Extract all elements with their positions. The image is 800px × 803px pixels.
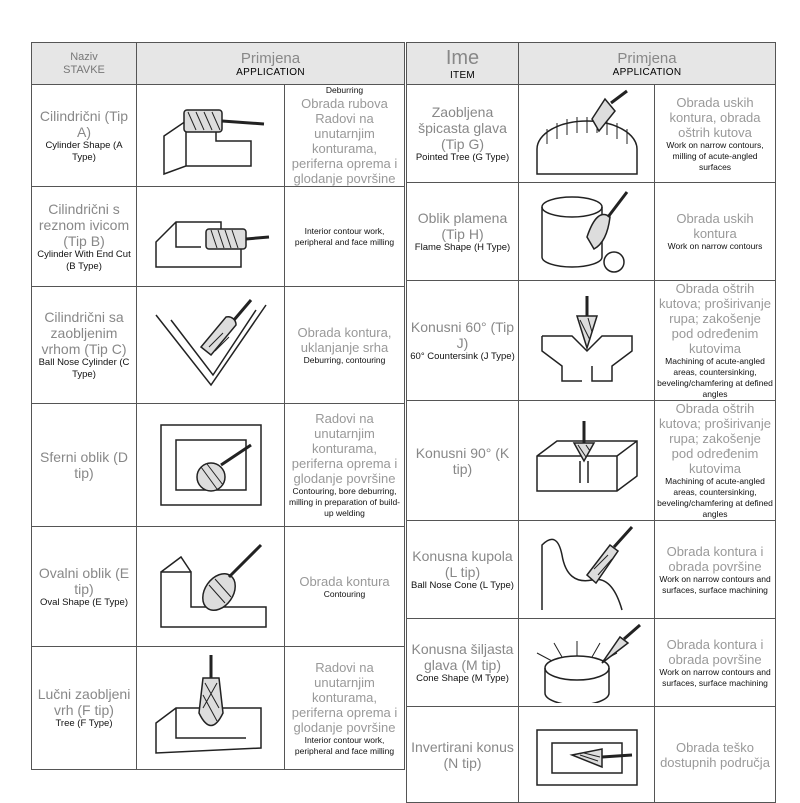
application-cell [285,647,405,770]
countersink-90-icon [532,421,642,501]
table-row [32,527,405,647]
item-name-en: Oval Shape (E Type) [39,596,128,608]
app-en: Work on narrow contours [667,241,763,251]
table-row [32,187,405,287]
app-en: Contouring, bore deburring, milling in preparation of build-up welding [288,486,401,518]
header-name-local: Naziv [70,50,98,63]
app-local: Radovi na unutarnjim konturama, periferna oprema i glodanje površine [291,659,398,735]
table-row [407,521,776,619]
illustration-cell [519,521,655,619]
app-local: Obrada kontura [299,573,390,589]
illustration-cell [519,85,655,183]
inverted-cone-icon [532,715,642,795]
illustration-cell [137,85,285,187]
app-local: Obrada rubova Radovi na unutarnjim konturama, periferna oprema i glodanje površine [291,96,398,186]
ball-nose-cylinder-icon [151,295,271,395]
application-cell [285,187,405,287]
app-local: Radovi na unutarnjim konturama, periferna oprema i glodanje površine [291,411,398,486]
item-name-cell [32,404,137,527]
header-app-local: Primjena [617,49,677,67]
pointed-tree-burr-icon [527,89,647,179]
application-header [137,43,405,85]
header-name-local: Ime [445,46,480,69]
application-cell [285,85,405,187]
item-name-local: Sferni oblik (D tip) [40,449,128,481]
app-en: Machining of acute-angled areas, countersinking, beveling/chamfering at defined angles [657,356,773,399]
illustration-cell [137,287,285,404]
item-name-en: Cylinder Shape (A Type) [45,139,123,163]
item-name-local: Ovalni oblik (E tip) [38,564,130,597]
app-en: Contouring [323,588,366,599]
illustration-cell [137,404,285,527]
table-row [32,647,405,770]
ball-nose-cone-icon [532,525,642,615]
item-name-cell [407,281,519,401]
item-name-local: Zaobljena špicasta glava (Tip G) [418,103,507,152]
app-local: Obrada kontura i obrada površine [666,543,764,574]
item-name-cell [32,287,137,404]
application-header [519,43,776,85]
app-en: Work on narrow contours and surfaces, surface machining [659,666,771,688]
oval-burr-icon [151,537,271,637]
illustration-cell [519,401,655,521]
item-name-cell [407,521,519,619]
illustration-cell [519,281,655,401]
app-local: Obrada teško dostupnih područja [660,739,770,770]
end-cut-burr-icon [151,197,271,277]
table-row [407,619,776,707]
cylinder-burr-icon [156,96,266,176]
illustration-cell [519,183,655,281]
application-cell [285,404,405,527]
application-cell [285,287,405,404]
tree-burr-icon [151,653,271,763]
item-name-cell [407,401,519,521]
header-name-en: ITEM [449,69,476,81]
item-name-local: Oblik plamena (Tip H) [417,209,508,242]
ball-burr-icon [151,415,271,515]
item-name-cell [407,619,519,707]
flame-burr-icon [532,187,642,277]
app-local: Obrada kontura i obrada površine [666,636,764,667]
item-name-en: Cylinder With End Cut (B Type) [37,248,131,272]
item-name-en: Pointed Tree (G Type) [415,151,510,163]
item-name-local: Cilindrični (Tip A) [39,107,129,140]
table-row [32,85,405,187]
app-local: Obrada oštrih kutova; proširivanje rupa; zakošenje pod određenim kutovima [659,401,771,476]
header-name-en: STAVKE [63,63,105,76]
table-header [407,43,776,85]
table-header [32,43,405,85]
table-row [32,287,405,404]
item-name-local: Konusna kupola (L tip) [412,547,513,580]
cone-burr-icon [532,623,642,703]
item-name-en: Ball Nose Cone (L Type) [411,579,514,591]
table-row [407,85,776,183]
item-name-en: Tree (F Type) [55,718,113,729]
table-row [407,281,776,401]
item-name-en: Flame Shape (H Type) [414,241,511,253]
item-name-local: Lučni zaobljeni vrh (F tip) [37,686,131,718]
app-en: Work on narrow contours, milling of acute-angled surfaces [666,139,764,172]
item-name-en: Cone Shape (M Type) [416,672,509,684]
item-name-cell [407,85,519,183]
application-cell [655,183,776,281]
illustration-cell [137,527,285,647]
table-row [32,404,405,527]
app-en: Deburring [325,85,364,95]
item-name-local: Invertirani konus (N tip) [411,738,514,771]
app-local: Obrada uskih kontura [676,211,754,241]
item-name-local: Cilindrični sa zaobljenim vrhom (Tip C) [41,309,127,357]
item-name-en: 60° Countersink (J Type) [410,350,515,362]
illustration-cell [519,619,655,707]
header-app-en: APPLICATION [236,66,305,78]
application-cell [655,619,776,707]
right-burr-table [406,42,776,803]
item-name-local: Konusna šiljasta glava (M tip) [411,640,514,673]
item-name-cell [32,647,137,770]
app-local: Obrada kontura, uklanjanje srha [297,324,392,355]
illustration-cell [137,187,285,287]
item-name-cell [407,707,519,803]
application-cell [655,707,776,803]
item-name-cell [32,187,137,287]
item-name-local: Cilindrični s reznom ivicom (Tip B) [38,200,130,249]
application-cell [655,85,776,183]
app-en: Interior contour work, peripheral and face milling [294,734,395,756]
app-en: Interior contour work, peripheral and face milling [294,225,395,247]
app-local: Obrada oštrih kutova; proširivanje rupa; zakošenje pod određenim kutovima [659,281,771,356]
application-cell [285,527,405,647]
item-name-en: Ball Nose Cylinder (C Type) [38,357,130,380]
application-cell [655,281,776,401]
item-name-cell [32,85,137,187]
app-en: Work on narrow contours and surfaces, surface machining [659,573,771,595]
table-row [407,183,776,281]
app-en: Deburring, contouring [303,354,386,365]
name-header [32,43,137,85]
item-name-cell [32,527,137,647]
illustration-cell [137,647,285,770]
table-row [407,401,776,521]
app-en: Machining of acute-angled areas, countersinking, beveling/chamfering at defined angles [657,476,773,519]
header-app-en: APPLICATION [612,66,682,78]
app-local: Obrada uskih kontura, obrada oštrih kutova [669,94,761,140]
table-row [407,707,776,803]
item-name-local: Konusni 90° (K tip) [415,444,510,477]
item-name-cell [407,183,519,281]
header-app-local: Primjena [240,49,301,67]
countersink-60-icon [532,296,642,386]
name-header [407,43,519,85]
application-cell [655,401,776,521]
left-burr-table [31,42,405,770]
illustration-cell [519,707,655,803]
item-name-local: Konusni 60° (Tip J) [410,318,515,351]
application-cell [655,521,776,619]
